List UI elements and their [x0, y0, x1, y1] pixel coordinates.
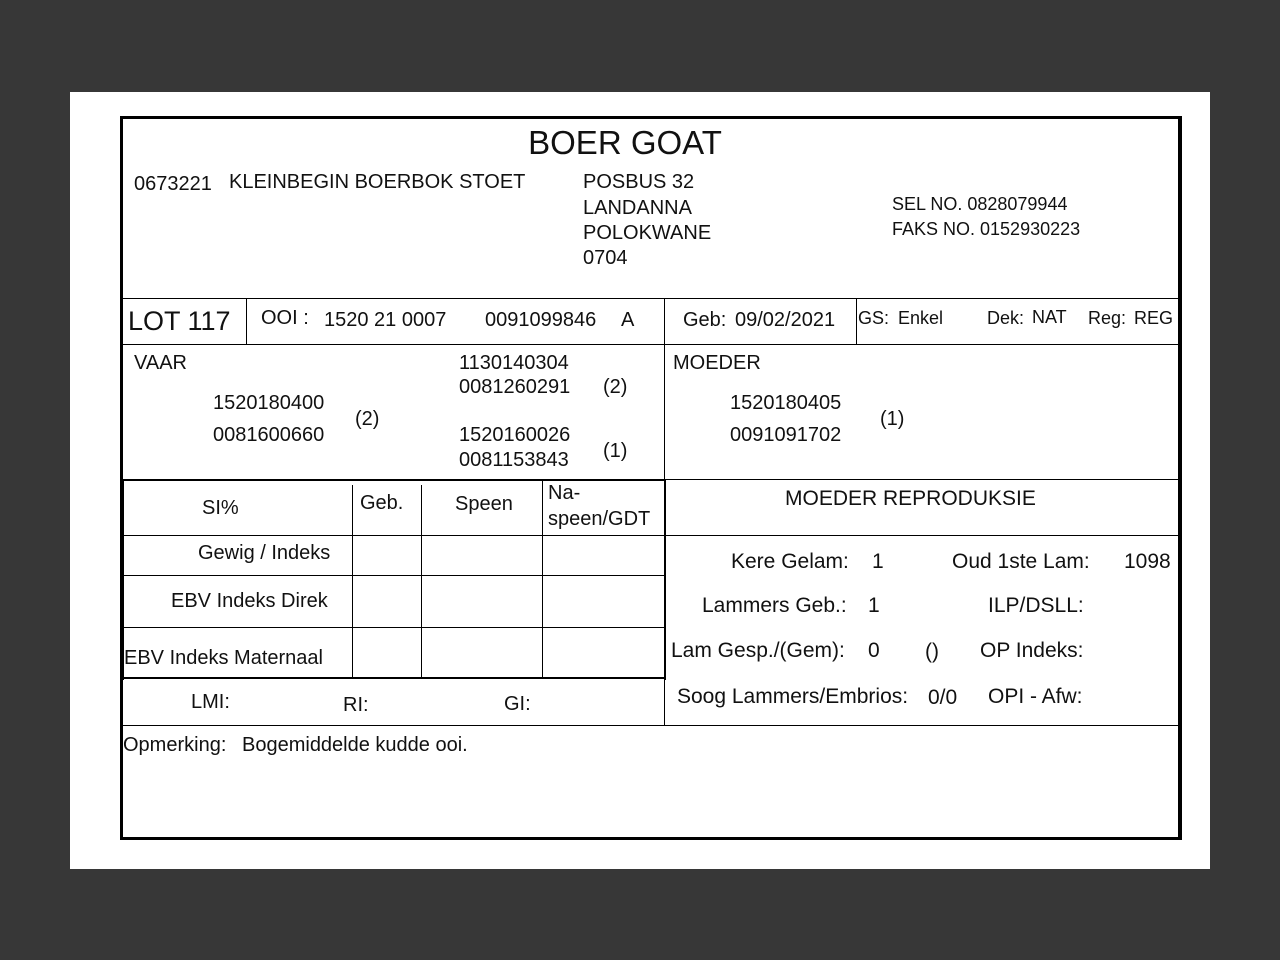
- kids-born-times-value: 1: [872, 550, 884, 573]
- suckled-kids-value: 0/0: [928, 686, 958, 709]
- kids-weaned-value: 0: [868, 639, 880, 662]
- gs-label: GS:: [858, 308, 890, 328]
- divider: [542, 481, 543, 678]
- ooi-label: OOI :: [261, 307, 309, 329]
- divider: [352, 485, 353, 678]
- index-header-birth: Geb.: [360, 492, 404, 514]
- ri-label: RI:: [343, 694, 369, 716]
- grandsire-top-id-2: 0081260291: [459, 376, 571, 398]
- divider: [421, 485, 422, 678]
- divider: [664, 479, 666, 680]
- ooi-id: 1520 21 0007: [324, 309, 447, 331]
- card-title: BOER GOAT: [528, 124, 722, 161]
- index-header-si: SI%: [202, 497, 239, 519]
- birth-label: Geb:: [683, 309, 727, 331]
- grandsire-bottom-id-2: 0081153843: [459, 449, 569, 471]
- divider: [121, 627, 665, 628]
- breeder-number: 0673221: [134, 173, 212, 195]
- remark-label: Opmerking:: [123, 734, 227, 756]
- gs-value: Enkel: [898, 308, 944, 328]
- ooi-grade: A: [621, 309, 635, 331]
- reg-value: REG: [1134, 308, 1174, 328]
- dam-id-1: 1520180405: [730, 392, 842, 414]
- address-line-2: LANDANNA: [583, 197, 692, 219]
- divider: [666, 479, 1181, 480]
- ooi-number: 0091099846: [485, 309, 597, 331]
- divider: [121, 344, 1181, 345]
- dek-value: NAT: [1032, 307, 1067, 327]
- phone-number: SEL NO. 0828079944: [892, 194, 1068, 214]
- gi-label: GI:: [504, 693, 531, 715]
- dek-label: Dek:: [987, 308, 1025, 328]
- divider: [121, 535, 1181, 536]
- remark-text: Bogemiddelde kudde ooi.: [242, 734, 468, 756]
- divider: [121, 298, 1181, 299]
- fax-number: FAKS NO. 0152930223: [892, 219, 1081, 239]
- sire-count: (2): [355, 408, 380, 430]
- kids-born-label: Lammers Geb.:: [702, 594, 847, 617]
- sire-id-2: 0081600660: [213, 424, 325, 446]
- birth-date: 09/02/2021: [735, 309, 836, 331]
- reg-label: Reg:: [1088, 308, 1127, 328]
- breeder-name: KLEINBEGIN BOERBOK STOET: [229, 171, 526, 193]
- kids-born-times-label: Kere Gelam:: [731, 550, 849, 573]
- dam-count: (1): [880, 408, 905, 430]
- opi-deviation-label: OPI - Afw:: [988, 685, 1083, 708]
- sire-label: VAAR: [134, 352, 187, 374]
- kids-weaned-label: Lam Gesp./(Gem):: [671, 639, 845, 662]
- repro-title: MOEDER REPRODUKSIE: [785, 487, 1036, 510]
- op-index-label: OP Indeks:: [980, 639, 1084, 662]
- row-label-ebv-maternal: EBV Indeks Maternaal: [124, 647, 323, 669]
- divider: [121, 725, 1181, 726]
- age-first-kid-value: 1098: [1124, 550, 1171, 573]
- divider: [121, 677, 666, 679]
- divider: [856, 298, 857, 344]
- divider: [246, 298, 247, 344]
- divider: [121, 575, 665, 576]
- age-first-kid-label: Oud 1ste Lam:: [952, 550, 1090, 573]
- index-header-post-weaning-1: Na-: [548, 482, 581, 504]
- grandsire-bottom-id-1: 1520160026: [459, 424, 571, 446]
- divider: [121, 479, 666, 481]
- dam-label: MOEDER: [673, 352, 761, 374]
- grandsire-top-count: (2): [603, 376, 628, 398]
- kids-born-value: 1: [868, 594, 880, 617]
- lmi-label: LMI:: [191, 691, 230, 713]
- row-label-weight: Gewig / Indeks: [198, 542, 331, 564]
- grandsire-bottom-count: (1): [603, 440, 628, 462]
- dam-id-2: 0091091702: [730, 424, 842, 446]
- address-line-3: POLOKWANE: [583, 222, 712, 244]
- kids-weaned-average: (): [925, 640, 939, 663]
- lot-number: LOT 117: [128, 306, 231, 336]
- address-line-4: 0704: [583, 247, 628, 269]
- row-label-ebv-direct: EBV Indeks Direk: [171, 590, 328, 612]
- grandsire-top-id-1: 1130140304: [459, 352, 569, 374]
- address-line-1: POSBUS 32: [583, 171, 695, 193]
- sire-id-1: 1520180400: [213, 392, 325, 414]
- index-header-weaning: Speen: [455, 493, 513, 515]
- index-header-post-weaning-2: speen/GDT: [548, 508, 651, 530]
- ilp-label: ILP/DSLL:: [988, 594, 1084, 617]
- suckled-kids-label: Soog Lammers/Embrios:: [677, 685, 909, 708]
